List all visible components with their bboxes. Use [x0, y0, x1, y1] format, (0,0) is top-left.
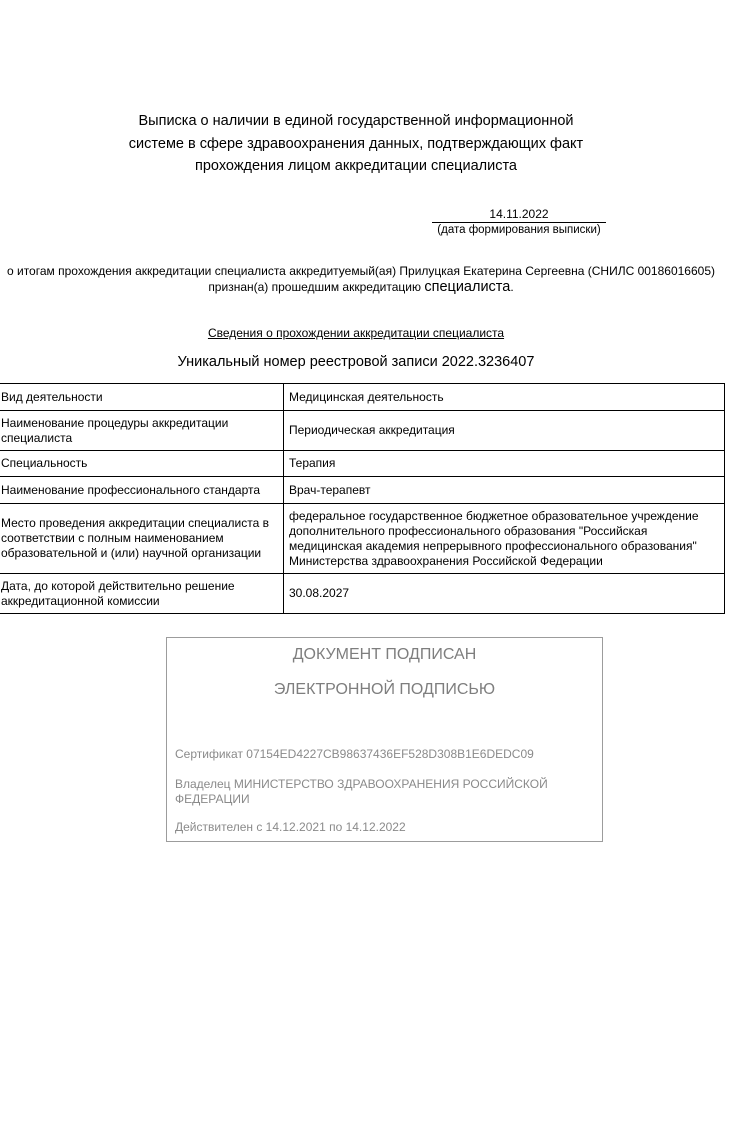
- table-row: [0, 451, 725, 477]
- stamp-owner: Владелец МИНИСТЕРСТВО ЗДРАВООХРАНЕНИЯ РОССИЙСКОЙ ФЕДЕРАЦИИ: [175, 777, 548, 806]
- table-row: [0, 477, 725, 504]
- row-label: Место проведения аккредитации специалиста в соответствии с полным наименованием образовательной и (или) научной организации: [0, 504, 284, 574]
- table-row: [0, 384, 725, 411]
- stamp-heading-2: ЭЛЕКТРОННОЙ ПОДПИСЬЮ: [273, 681, 496, 698]
- registry-number: Уникальный номер реестровой записи 2022.3236407: [177, 354, 535, 370]
- table-row: [0, 504, 725, 574]
- statement-line-2: [0, 279, 725, 295]
- row-label: Наименование профессионального стандарта: [0, 477, 284, 504]
- row-label: Специальность: [0, 451, 284, 477]
- statement-line-1: о итогам прохождения аккредитации специалиста аккредитуемый(ая) Прилуцкая Екатерина Сергеевна (СНИЛС 00186016605): [6, 264, 715, 278]
- row-value: 30.08.2027: [284, 574, 725, 614]
- row-label: Дата, до которой действительно решение аккредитационной комиссии: [0, 574, 284, 614]
- section-title: Сведения о прохождении аккредитации специалиста: [207, 326, 505, 340]
- issue-date-caption: (дата формирования выписки): [437, 224, 601, 236]
- accreditation-statement: [0, 263, 725, 295]
- row-value: Терапия: [284, 451, 725, 477]
- stamp-certificate: Сертификат 07154ED4227CB98637436EF528D308B1E6DEDC09: [175, 747, 534, 761]
- row-value: федеральное государственное бюджетное образовательное учреждение дополнительного профессионального образования "Российская медицинская академия непрерывного профессионального образования" Министерства здравоохранения Российской Федерации: [284, 504, 725, 574]
- row-label: Вид деятельности: [0, 384, 284, 411]
- document-title-line-1: Выписка о наличии в единой государственной информационной: [138, 113, 574, 129]
- stamp-heading-1: ДОКУМЕНТ ПОДПИСАН: [292, 646, 477, 663]
- row-label: Наименование процедуры аккредитации специалиста: [0, 411, 284, 451]
- statement-specialist: специалиста: [424, 279, 511, 295]
- statement-prefix: признан(а) прошедшим аккредитацию: [208, 280, 421, 294]
- row-value: Медицинская деятельность: [284, 384, 725, 411]
- electronic-signature-stamp: [166, 637, 603, 842]
- table-row: [0, 411, 725, 451]
- document-title-line-2: системе в сфере здравоохранения данных, подтверждающих факт: [128, 135, 584, 152]
- row-value: Врач-терапевт: [284, 477, 725, 504]
- document-title-line-3: прохождения лицом аккредитации специалиста: [195, 158, 517, 174]
- stamp-validity: Действителен с 14.12.2021 по 14.12.2022: [175, 820, 406, 834]
- table-row: [0, 574, 725, 614]
- issue-date-block: [432, 207, 606, 238]
- document-title: [0, 110, 712, 178]
- accreditation-table: [0, 383, 725, 614]
- statement-suffix: .: [510, 280, 514, 294]
- row-value: Периодическая аккредитация: [284, 411, 725, 451]
- issue-date: 14.11.2022: [432, 207, 606, 223]
